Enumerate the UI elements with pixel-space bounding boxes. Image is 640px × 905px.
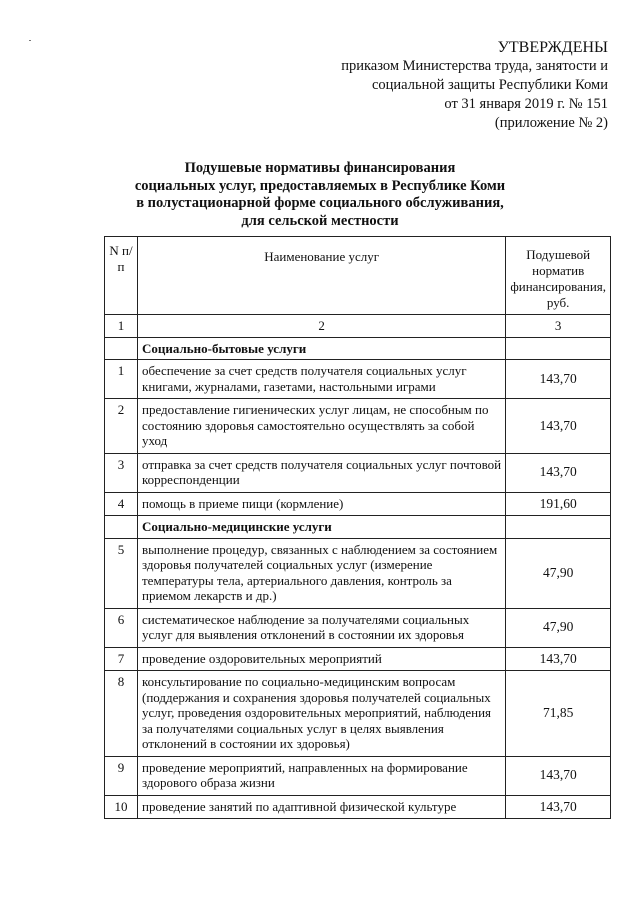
document-title — [0, 160, 640, 230]
approval-line: (приложение № 2) — [494, 115, 608, 131]
table-row — [105, 756, 611, 795]
row-num: 6 — [105, 608, 138, 647]
table-row — [105, 671, 611, 757]
row-name: проведение занятий по адаптивной физической культуре — [138, 795, 506, 819]
row-value: 143,70 — [506, 647, 611, 671]
table-body — [105, 315, 611, 819]
table-row — [105, 453, 611, 492]
table-row — [105, 647, 611, 671]
header-value: Подушевой норматив финансирования, руб. — [506, 237, 611, 315]
row-num: 8 — [105, 671, 138, 757]
financing-table — [104, 236, 611, 819]
row-value: 143,70 — [506, 399, 611, 454]
row-name: предоставление гигиенических услуг лицам, не способным по состоянию здоровья самостоятельно осуществлять за собой уход — [138, 399, 506, 454]
table-row — [105, 538, 611, 608]
table-row — [105, 795, 611, 819]
row-num: 10 — [105, 795, 138, 819]
title-line: для сельской местности — [241, 212, 399, 229]
column-number: 2 — [138, 315, 506, 338]
row-value: 191,60 — [506, 492, 611, 516]
row-num: 1 — [105, 360, 138, 399]
row-name: проведение мероприятий, направленных на формирование здорового образа жизни — [138, 756, 506, 795]
row-name: помощь в приеме пищи (кормление) — [138, 492, 506, 516]
section-value-cell — [506, 516, 611, 539]
table-header-row — [105, 237, 611, 315]
column-number: 1 — [105, 315, 138, 338]
section-value-cell — [506, 337, 611, 360]
row-num: 4 — [105, 492, 138, 516]
approval-block — [341, 38, 608, 133]
row-value: 143,70 — [506, 756, 611, 795]
row-num: 5 — [105, 538, 138, 608]
row-value: 143,70 — [506, 795, 611, 819]
row-value: 71,85 — [506, 671, 611, 757]
row-value: 143,70 — [506, 453, 611, 492]
scan-speck — [29, 40, 31, 41]
column-number-row — [105, 315, 611, 338]
header-num: N п/п — [105, 237, 138, 315]
header-name: Наименование услуг — [138, 237, 506, 315]
column-number: 3 — [506, 315, 611, 338]
row-name: проведение оздоровительных мероприятий — [138, 647, 506, 671]
section-title: Социально-медицинские услуги — [138, 516, 506, 539]
row-num: 2 — [105, 399, 138, 454]
row-name: отправка за счет средств получателя социальных услуг почтовой корреспонденции — [138, 453, 506, 492]
table-row — [105, 608, 611, 647]
section-title: Социально-бытовые услуги — [138, 337, 506, 360]
title-line: социальных услуг, предоставляемых в Республике Коми — [134, 177, 506, 194]
row-name: обеспечение за счет средств получателя социальных услуг книгами, журналами, газетами, настольными играми — [138, 360, 506, 399]
table-row — [105, 360, 611, 399]
section-num-cell — [105, 516, 138, 539]
row-name: систематическое наблюдение за получателями социальных услуг для выявления отклонений в состоянии их здоровья — [138, 608, 506, 647]
section-num-cell — [105, 337, 138, 360]
approval-heading: УТВЕРЖДЕНЫ — [497, 39, 608, 56]
approval-line: от 31 января 2019 г. № 151 — [444, 96, 608, 112]
row-num: 3 — [105, 453, 138, 492]
row-value: 47,90 — [506, 538, 611, 608]
row-value: 143,70 — [506, 360, 611, 399]
table-row — [105, 399, 611, 454]
approval-line: социальной защиты Республики Коми — [371, 77, 608, 93]
row-name: консультирование по социально-медицинским вопросам (поддержания и сохранения здоровья получателей социальных услуг, проведения оздоровительных мероприятий, наблюдения за получателями социальных услуг в целях выявления отклонений в состоянии их здоровья) — [138, 671, 506, 757]
approval-line: приказом Министерства труда, занятости и — [341, 58, 608, 74]
section-row — [105, 337, 611, 360]
section-row — [105, 516, 611, 539]
row-name: выполнение процедур, связанных с наблюдением за состоянием здоровья получателей социальных услуг (измерение температуры тела, артериального давления, контроль за приемом лекарств и др.) — [138, 538, 506, 608]
table-row — [105, 492, 611, 516]
row-num: 7 — [105, 647, 138, 671]
row-num: 9 — [105, 756, 138, 795]
title-line: в полустационарной форме социального обслуживания, — [136, 195, 504, 211]
row-value: 47,90 — [506, 608, 611, 647]
title-line: Подушевые нормативы финансирования — [184, 160, 456, 176]
